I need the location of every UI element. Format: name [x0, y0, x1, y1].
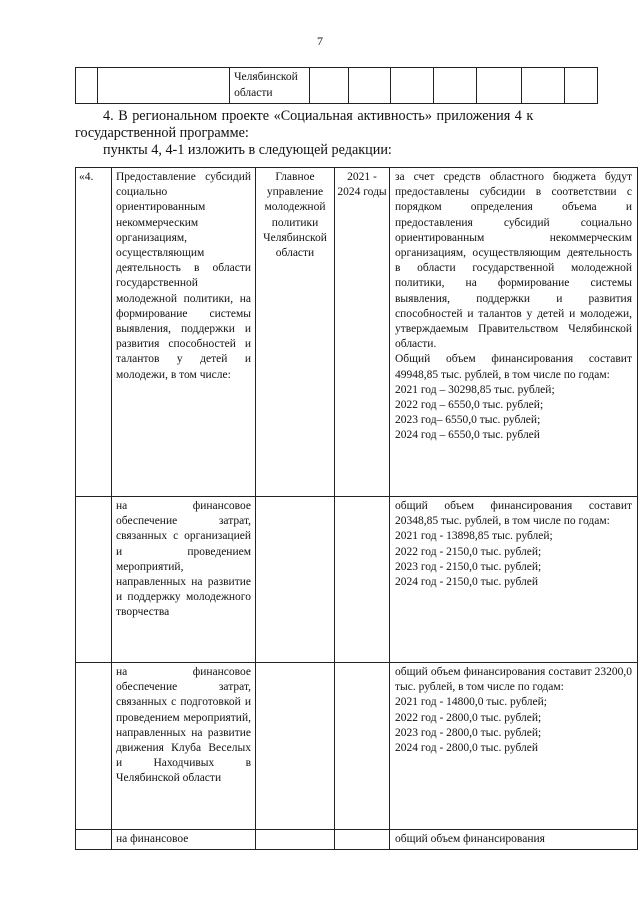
financing [390, 497, 638, 663]
financing-year: 2022 год – 6550,0 тыс. рублей; [395, 399, 544, 412]
row-number [76, 830, 112, 850]
executor [256, 663, 335, 830]
table-row [76, 497, 638, 663]
table-cell [391, 68, 434, 104]
financing-year: 2021 год – 30298,85 тыс. рублей; [395, 383, 555, 396]
executor: Главное управление молодежной политики Челябинской области [256, 168, 335, 497]
table-cell [434, 68, 477, 104]
table-cell [76, 68, 98, 104]
financing-year: 2022 год - 2800,0 тыс. рублей; [395, 711, 542, 724]
executor [256, 497, 335, 663]
financing-text: общий объем финансирования [395, 833, 545, 845]
period [335, 497, 390, 663]
financing-text: общий объем финансирования составит 20348,85 тыс. рублей, в том числе по годам: [395, 500, 632, 528]
executor [256, 830, 335, 850]
table-cell [98, 68, 230, 104]
financing-text: Общий объем финансирования составит 49948,85 тыс. рублей, в том числе по годам: [395, 353, 632, 381]
paragraph-amendment-cont: государственной программе: [75, 125, 249, 141]
financing-text: за счет средств областного бюджета будут предоставлены субсидии в соответствии с порядком определения объема и предоставления субсидий социально ориентированным некоммерческим организациям, осуществляющим деятельность в области государственной молодежной политики, на формирование системы выявления, поддержки и развития способностей и талантов у детей и молодежи, утверждаемым Правительством Челябинской области. [395, 171, 632, 351]
financing-year: 2024 год - 2150,0 тыс. рублей [395, 576, 539, 589]
table-cell [477, 68, 522, 104]
financing-year: 2021 год - 14800,0 тыс. рублей; [395, 696, 547, 709]
table-cell [230, 68, 310, 104]
financing [390, 168, 638, 497]
table-cell [309, 68, 348, 104]
previous-table-fragment [75, 67, 598, 104]
page-number: 7 [317, 34, 323, 48]
financing-year: 2023 год - 2800,0 тыс. рублей; [395, 726, 542, 739]
table-cell [565, 68, 598, 104]
table-row [76, 663, 638, 830]
table-row [76, 830, 638, 850]
table-row [76, 68, 598, 104]
financing-year: 2024 год – 6550,0 тыс. рублей [395, 429, 540, 442]
measure-description: на финансовое обеспечение затрат, связанных с подготовкой и проведением мероприятий, направленных на развитие движения Клуба Веселых и Находчивых в Челябинской области [112, 663, 256, 830]
financing-text: общий объем финансирования составит 23200,0 тыс. рублей, в том числе по годам: [395, 666, 632, 694]
financing-year: 2021 год - 13898,85 тыс. рублей; [395, 530, 553, 543]
financing [390, 830, 638, 850]
measure-description: Предоставление субсидий социально ориентированным некоммерческим организациям, осуществляющим деятельность в области государственной молодежной политики, на формирование системы выявления, поддержки и развития способностей и талантов у детей и молодежи, в том числе: [112, 168, 256, 497]
measure-description: на финансовое [112, 830, 256, 850]
paragraph-amendment: 4. В региональном проекте «Социальная активность» приложения 4 к [103, 108, 534, 124]
region-text: Челябинской области [234, 71, 298, 99]
financing-year: 2023 год– 6550,0 тыс. рублей; [395, 414, 541, 427]
row-number: «4. [76, 168, 112, 497]
period [335, 830, 390, 850]
table-cell [348, 68, 391, 104]
paragraph-instruction: пункты 4, 4-1 изложить в следующей редакции: [103, 142, 392, 158]
financing-year: 2024 год - 2800,0 тыс. рублей [395, 742, 539, 755]
table-cell [522, 68, 565, 104]
financing-year: 2022 год - 2150,0 тыс. рублей; [395, 545, 542, 558]
financing [390, 663, 638, 830]
project-table [75, 167, 638, 850]
period [335, 663, 390, 830]
measure-description: на финансовое обеспечение затрат, связанных с организацией и проведением мероприятий, направленных на развитие и поддержку молодежного творчества [112, 497, 256, 663]
financing-year: 2023 год - 2150,0 тыс. рублей; [395, 560, 542, 573]
period: 2021 - 2024 годы [335, 168, 390, 497]
row-number [76, 663, 112, 830]
table-row [76, 168, 638, 497]
row-number [76, 497, 112, 663]
